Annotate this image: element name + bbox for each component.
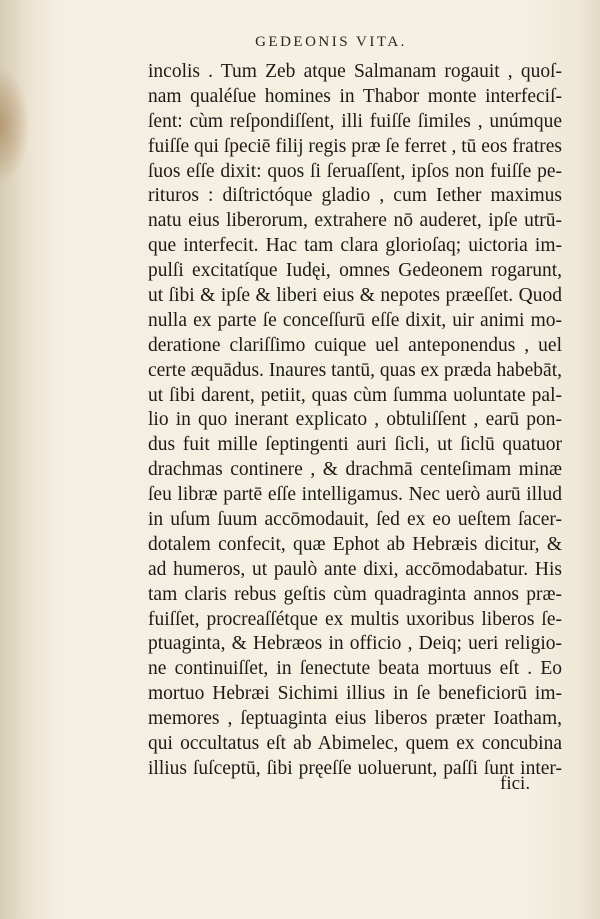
text-line: in uſum ſuum accōmodauit, ſed ex eo ueſtem ſacer- [148, 509, 562, 531]
text-line: memores , ſeptuaginta eius liberos præter Ioatham, [148, 708, 562, 730]
text-line: ſent: cùm reſpondiſſent, illi fuiſſe ſimiles , unúmque [148, 110, 562, 132]
text-line: certe æquādus. Inaures tantū, quas ex præda habebāt, [148, 359, 562, 381]
text-line: qui occultatus eſt ab Abimelec, quem ex concubina [148, 733, 562, 755]
text-line: lio in quo inerant explicato , obtuliſſent , earū pon- [148, 409, 562, 431]
running-head: GEDEONIS VITA. [255, 34, 407, 50]
text-line: drachmas continere , & drachmā centeſimam minæ [148, 459, 562, 481]
text-line: dotalem confecit, quæ Ephot ab Hebræis dicitur, & [148, 533, 562, 555]
catchword: fici. [500, 773, 531, 794]
text-block [148, 60, 562, 782]
text-line: ut ſibi & ipſe & liberi eius & nepotes præeſſet. Quod [148, 285, 562, 307]
text-line: ut ſibi darent, petiit, quas cùm ſumma uoluntate pal- [148, 384, 562, 406]
text-line: ptuaginta, & Hebræos in officio , Deiq; ueri religio- [148, 633, 562, 655]
text-line: dus fuit mille ſeptingenti auri ſicli, ut ſiclū quatuor [148, 434, 562, 456]
text-line: fuiſſe qui ſpeciē filij regis præ ſe ferret , tū eos fratres [148, 135, 562, 157]
text-line: natu eius liberorum, extrahere nō auderet, ipſe utrū- [148, 210, 562, 232]
text-line: ſeu libræ partē eſſe intelligamus. Nec uerò aurū illud [148, 484, 562, 506]
text-line: incolis . Tum Zeb atque Salmanam rogauit , quoſ- [148, 61, 562, 82]
text-line: deratione clariſſimo cuique uel anteponendus , uel [148, 334, 562, 356]
text-line: que interfecit. Hac tam clara glorioſaq; uictoria im- [148, 235, 562, 257]
page-stain [0, 70, 28, 180]
text-line: mortuo Hebræi Sichimi illius in ſe beneficiorū im- [148, 683, 562, 705]
text-line: tam claris rebus geſtis cùm quadraginta annos præ- [148, 583, 562, 605]
text-line: pulſi excitatíque Iudęi, omnes Gedeonem rogarunt, [148, 260, 562, 282]
text-line: illius ſuſceptū, ſibi pręeſſe uoluerunt, paſſi ſunt inter- [148, 757, 562, 779]
text-line: nam qualéſue homines in Thabor monte interfeciſ- [148, 85, 562, 107]
text-line: rituros : diſtrictóque gladio , cum Iether maximus [148, 185, 562, 207]
text-line: fuiſſet, procreaſſétque ex multis uxoribus liberos ſe- [148, 608, 562, 630]
text-line: nulla ex parte ſe conceſſurū eſſe dixit, uir animi mo- [148, 309, 562, 331]
text-line: ne continuiſſet, in ſenectute beata mortuus eſt . Eo [148, 658, 562, 680]
text-line: ad humeros, ut paulò ante dixi, accōmodabatur. His [148, 558, 562, 580]
text-line: ſuos eſſe dixit: quos ſi ſeruaſſent, ipſos non fuiſſe pe- [148, 160, 562, 182]
